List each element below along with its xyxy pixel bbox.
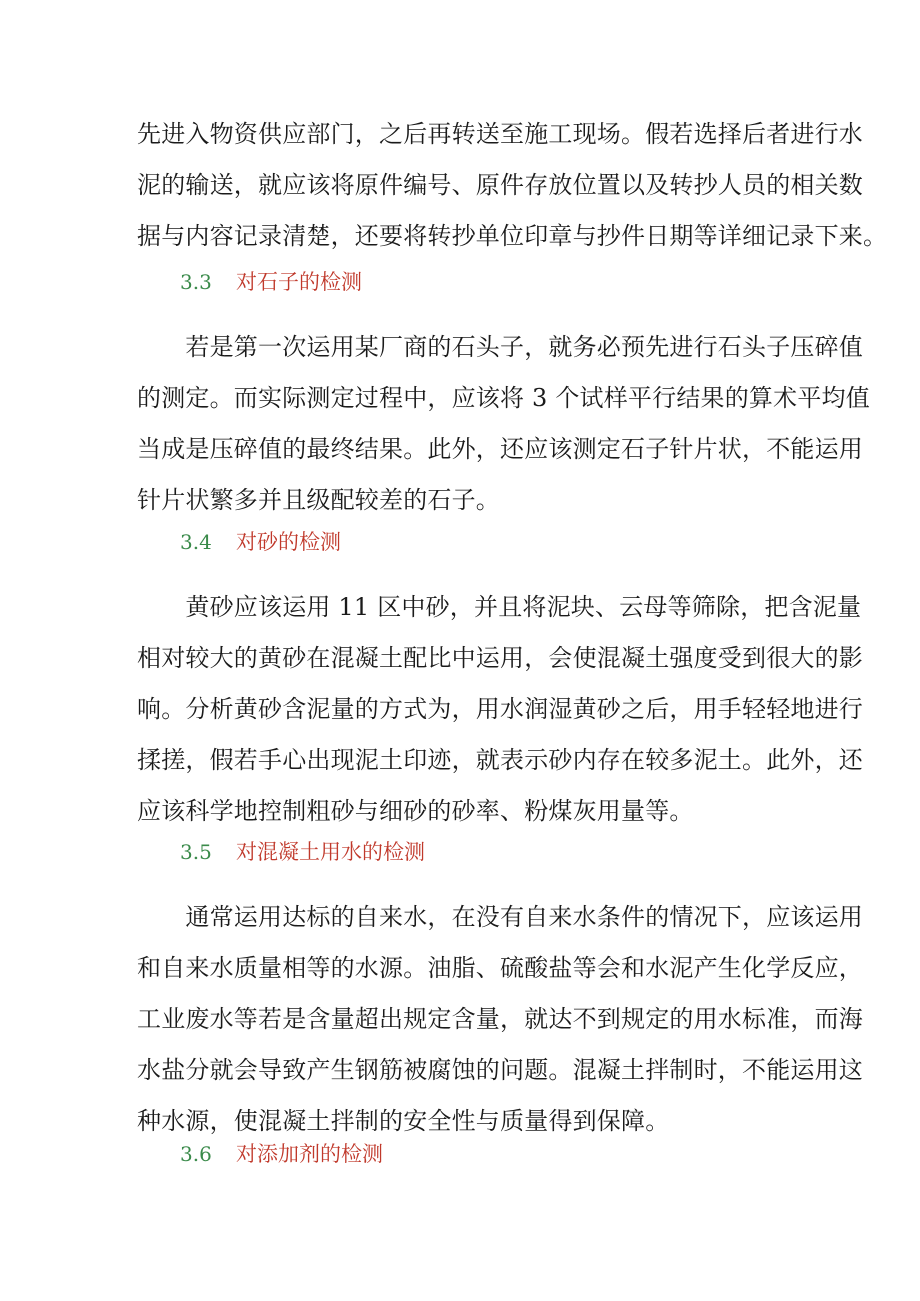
section-number: 3.5 xyxy=(180,840,212,864)
paragraph-sand-testing xyxy=(137,582,863,837)
paragraph-line: 黄砂应该运用 11 区中砂，并且将泥块、云母等筛除，把含泥量 xyxy=(137,593,862,621)
section-heading-3-3 xyxy=(180,266,362,296)
paragraph-line: 种水源，使混凝土拌制的安全性与质量得到保障。 xyxy=(137,1107,670,1135)
section-heading-3-4 xyxy=(180,526,341,556)
section-title: 对添加剂的检测 xyxy=(236,1142,383,1166)
paragraph-line: 水盐分就会导致产生钢筋被腐蚀的问题。混凝土拌制时，不能运用这 xyxy=(137,1056,863,1084)
paragraph-line: 通常运用达标的自来水，在没有自来水条件的情况下，应该运用 xyxy=(137,903,863,931)
paragraph-line: 和自来水质量相等的水源。油脂、硫酸盐等会和水泥产生化学反应， xyxy=(137,954,863,982)
paragraph-line: 的测定。而实际测定过程中，应该将 3 个试样平行结果的算术平均值 xyxy=(137,384,870,412)
section-number: 3.6 xyxy=(180,1142,212,1166)
paragraph-line: 若是第一次运用某厂商的石头子，就务必预先进行石头子压碎值 xyxy=(137,333,863,361)
paragraph-water-testing xyxy=(137,892,863,1147)
paragraph-line: 针片状繁多并且级配较差的石子。 xyxy=(137,486,500,514)
paragraph-line: 当成是压碎值的最终结果。此外，还应该测定石子针片状，不能运用 xyxy=(137,435,863,463)
paragraph-cement-transfer xyxy=(137,109,888,262)
paragraph-line: 揉搓，假若手心出现泥土印迹，就表示砂内存在较多泥土。此外，还 xyxy=(137,746,863,774)
paragraph-line: 工业废水等若是含量超出规定含量，就达不到规定的用水标准，而海 xyxy=(137,1005,863,1033)
section-heading-3-5 xyxy=(180,836,425,866)
paragraph-line: 响。分析黄砂含泥量的方式为，用水润湿黄砂之后，用手轻轻地进行 xyxy=(137,695,863,723)
paragraph-stone-testing xyxy=(137,322,870,526)
section-number: 3.3 xyxy=(180,270,212,294)
paragraph-line: 应该科学地控制粗砂与细砂的砂率、粉煤灰用量等。 xyxy=(137,797,694,825)
section-number: 3.4 xyxy=(180,530,212,554)
section-heading-3-6 xyxy=(180,1138,383,1168)
section-title: 对砂的检测 xyxy=(236,530,341,554)
paragraph-line: 相对较大的黄砂在混凝土配比中运用，会使混凝土强度受到很大的影 xyxy=(137,644,863,672)
paragraph-line: 泥的输送，就应该将原件编号、原件存放位置以及转抄人员的相关数 xyxy=(137,171,863,199)
section-title: 对混凝土用水的检测 xyxy=(236,840,425,864)
paragraph-line: 先进入物资供应部门，之后再转送至施工现场。假若选择后者进行水 xyxy=(137,120,863,148)
section-title: 对石子的检测 xyxy=(236,270,362,294)
paragraph-line: 据与内容记录清楚，还要将转抄单位印章与抄件日期等详细记录下来。 xyxy=(137,222,888,250)
